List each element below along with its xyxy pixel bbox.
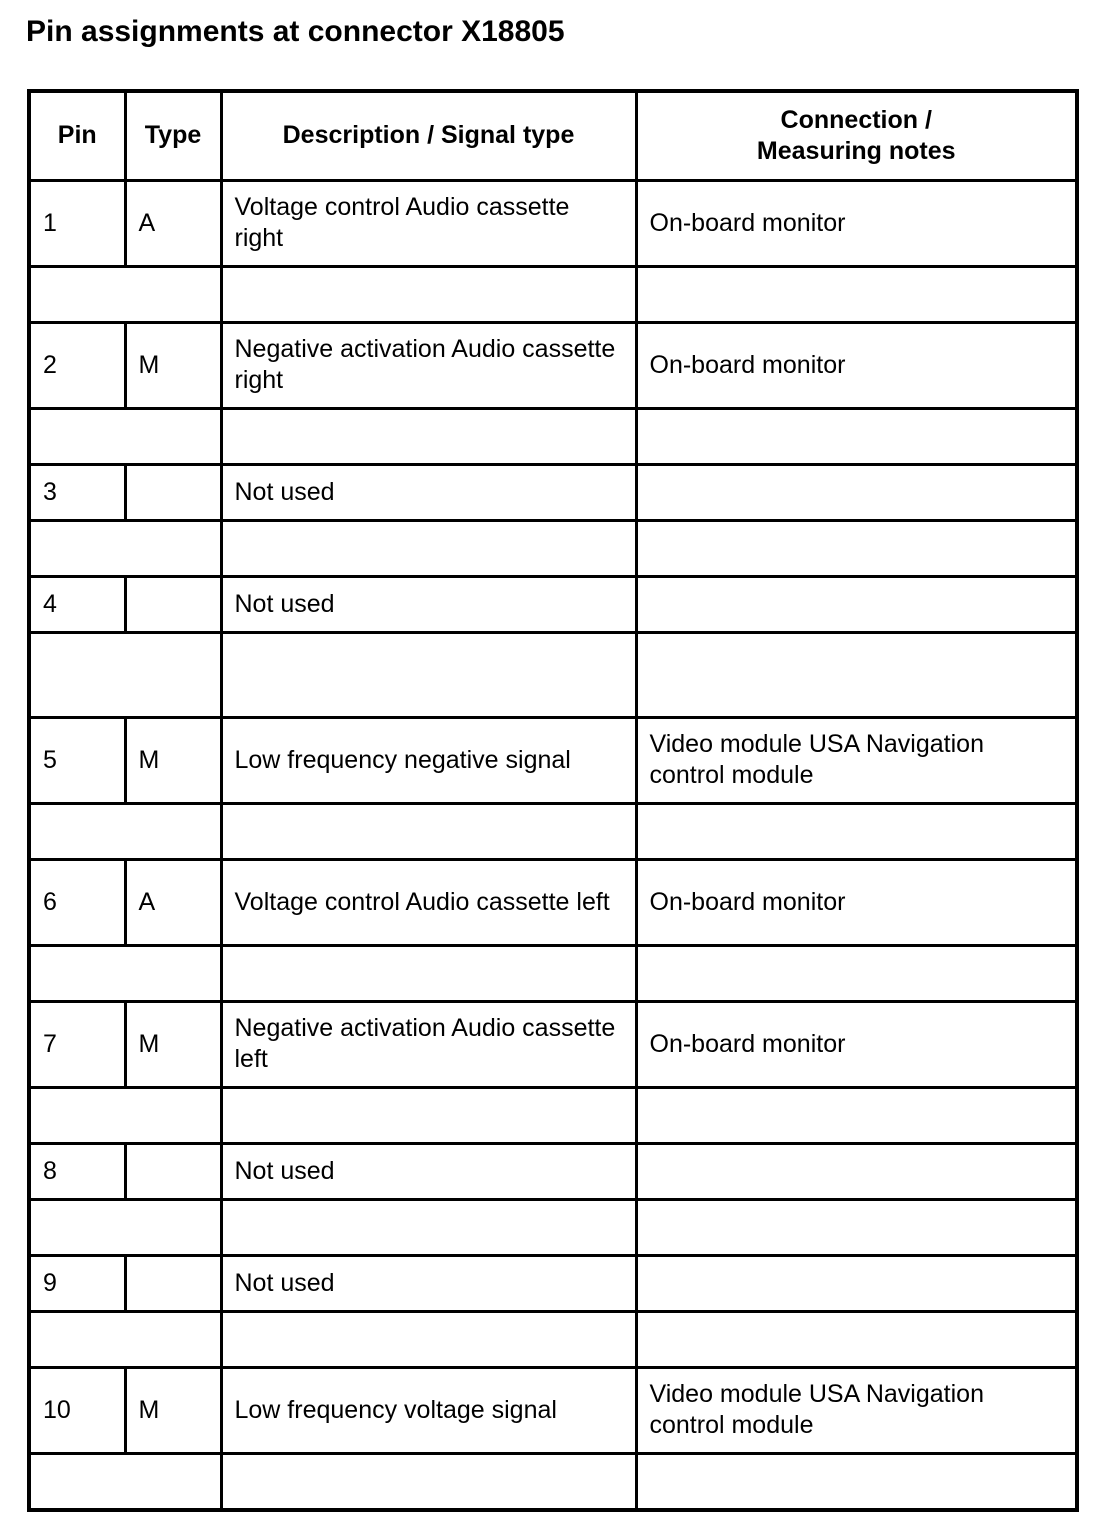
type-cell (125, 1143, 221, 1199)
connection-cell: On-board monitor (636, 859, 1077, 945)
description-cell: Negative activation Audio cassette left (221, 1001, 636, 1087)
type-cell (125, 576, 221, 632)
empty-cell (29, 266, 221, 322)
empty-cell (29, 408, 221, 464)
pin-cell: 5 (29, 717, 125, 803)
empty-cell (221, 1453, 636, 1510)
empty-cell (221, 803, 636, 859)
table-row (29, 1367, 1077, 1453)
table-row (29, 859, 1077, 945)
empty-cell (29, 1311, 221, 1367)
table-spacer-row (29, 1453, 1077, 1510)
connection-cell: On-board monitor (636, 322, 1077, 408)
connection-cell: Video module USA Navigation control module (636, 1367, 1077, 1453)
empty-cell (221, 266, 636, 322)
empty-cell (29, 632, 221, 717)
description-cell: Not used (221, 1143, 636, 1199)
table-spacer-row (29, 632, 1077, 717)
pin-cell: 8 (29, 1143, 125, 1199)
empty-cell (29, 945, 221, 1001)
type-cell: M (125, 717, 221, 803)
connection-cell: On-board monitor (636, 1001, 1077, 1087)
column-header-description: Description / Signal type (221, 91, 636, 180)
type-cell: A (125, 859, 221, 945)
connection-cell: Video module USA Navigation control module (636, 717, 1077, 803)
pin-cell: 3 (29, 464, 125, 520)
type-cell (125, 1255, 221, 1311)
empty-cell (221, 1311, 636, 1367)
column-header-type: Type (125, 91, 221, 180)
empty-cell (29, 1453, 221, 1510)
empty-cell (636, 266, 1077, 322)
table-row (29, 1255, 1077, 1311)
table-spacer-row (29, 1087, 1077, 1143)
empty-cell (636, 632, 1077, 717)
pin-cell: 1 (29, 180, 125, 266)
pin-cell: 4 (29, 576, 125, 632)
description-cell: Low frequency negative signal (221, 717, 636, 803)
pin-cell: 7 (29, 1001, 125, 1087)
description-cell: Voltage control Audio cassette right (221, 180, 636, 266)
table-row (29, 1001, 1077, 1087)
table-spacer-row (29, 408, 1077, 464)
table-row (29, 1143, 1077, 1199)
connection-cell (636, 1143, 1077, 1199)
empty-cell (221, 520, 636, 576)
page-title: Pin assignments at connector X18805 (26, 15, 565, 48)
empty-cell (29, 803, 221, 859)
pin-cell: 9 (29, 1255, 125, 1311)
empty-cell (636, 408, 1077, 464)
empty-cell (636, 1199, 1077, 1255)
description-cell: Voltage control Audio cassette left (221, 859, 636, 945)
column-header-connection (636, 91, 1077, 180)
pin-assignment-table (27, 89, 1079, 1512)
connection-cell (636, 1255, 1077, 1311)
type-cell (125, 464, 221, 520)
table-header-row (29, 91, 1077, 180)
pin-cell: 2 (29, 322, 125, 408)
empty-cell (636, 1087, 1077, 1143)
table-spacer-row (29, 1199, 1077, 1255)
table-row (29, 322, 1077, 408)
table-spacer-row (29, 266, 1077, 322)
table-spacer-row (29, 1311, 1077, 1367)
connection-cell (636, 464, 1077, 520)
table-spacer-row (29, 520, 1077, 576)
empty-cell (636, 803, 1077, 859)
connection-cell (636, 576, 1077, 632)
table-spacer-row (29, 945, 1077, 1001)
empty-cell (636, 520, 1077, 576)
empty-cell (221, 945, 636, 1001)
column-header-pin: Pin (29, 91, 125, 180)
empty-cell (636, 1453, 1077, 1510)
description-cell: Low frequency voltage signal (221, 1367, 636, 1453)
description-cell: Not used (221, 576, 636, 632)
empty-cell (636, 1311, 1077, 1367)
connection-cell: On-board monitor (636, 180, 1077, 266)
empty-cell (221, 1199, 636, 1255)
table-spacer-row (29, 803, 1077, 859)
type-cell: M (125, 322, 221, 408)
type-cell: M (125, 1367, 221, 1453)
empty-cell (221, 632, 636, 717)
empty-cell (29, 1087, 221, 1143)
table-row (29, 717, 1077, 803)
table-row (29, 464, 1077, 520)
column-header-connection-line2: Measuring notes (756, 136, 956, 165)
description-cell: Not used (221, 464, 636, 520)
empty-cell (221, 408, 636, 464)
empty-cell (29, 1199, 221, 1255)
empty-cell (221, 1087, 636, 1143)
description-cell: Not used (221, 1255, 636, 1311)
table-row (29, 576, 1077, 632)
empty-cell (636, 945, 1077, 1001)
type-cell: A (125, 180, 221, 266)
pin-cell: 6 (29, 859, 125, 945)
empty-cell (29, 520, 221, 576)
column-header-connection-line1: Connection / (780, 105, 932, 134)
type-cell: M (125, 1001, 221, 1087)
pin-cell: 10 (29, 1367, 125, 1453)
description-cell: Negative activation Audio cassette right (221, 322, 636, 408)
table-row (29, 180, 1077, 266)
